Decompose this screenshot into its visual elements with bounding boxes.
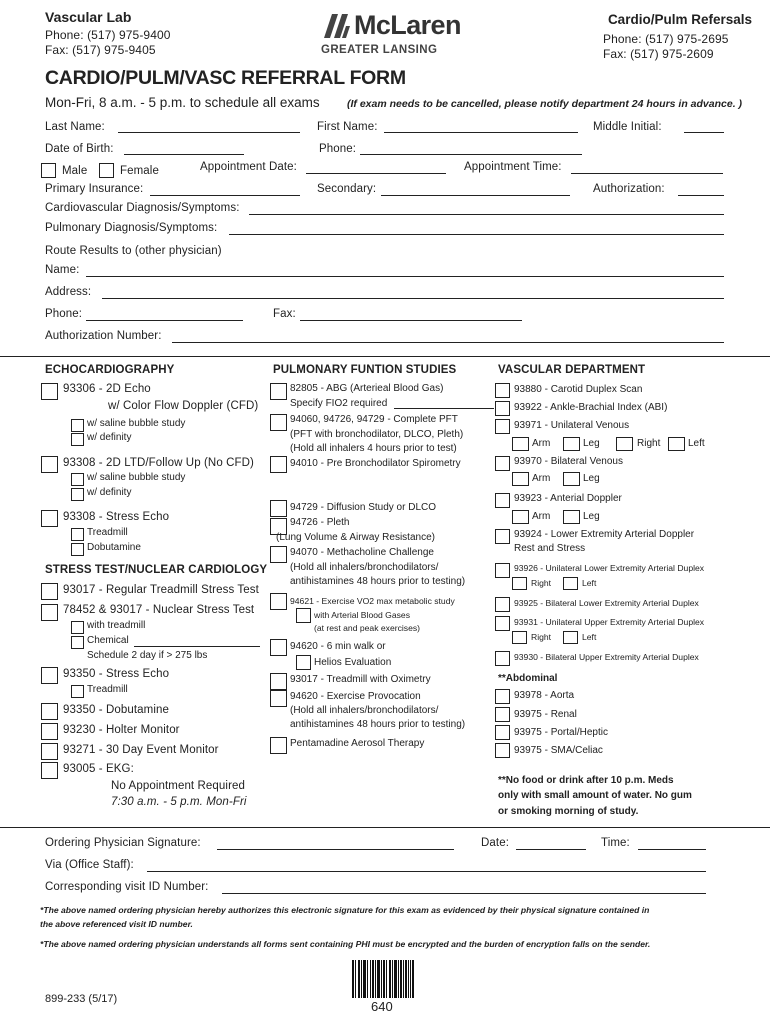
section-divider-top	[0, 356, 770, 357]
stress-heading: STRESS TEST/NUCLEAR CARDIOLOGY	[45, 564, 268, 576]
pulm-heading: PULMONARY FUNTION STUDIES	[273, 364, 457, 376]
abdominal-heading: **Abdominal	[498, 673, 558, 684]
pulm-vo2-abg-checkbox[interactable]	[296, 608, 311, 623]
dobutamine-checkbox[interactable]	[41, 703, 58, 720]
cardio-dx-label: Cardiovascular Diagnosis/Symptoms:	[45, 202, 240, 214]
nuclear-treadmill-checkbox[interactable]	[71, 621, 84, 634]
pulm-dlco-label: 94729 - Diffusion Study or DLCO	[290, 502, 437, 513]
vasc-carotid-label: 93880 - Carotid Duplex Scan	[514, 384, 643, 395]
secondary-field[interactable]	[381, 195, 570, 196]
pulm-provocation-checkbox[interactable]	[270, 690, 287, 707]
logo-subtitle: GREATER LANSING	[321, 44, 438, 56]
stress-echo-treadmill-checkbox[interactable]	[71, 685, 84, 698]
pulm-dx-label: Pulmonary Diagnosis/Symptoms:	[45, 222, 218, 234]
stress-echo-checkbox[interactable]	[41, 667, 58, 684]
vasc-bilat-upper-duplex-label: 93930 - Bilateral Upper Extremity Arterial Duplex	[514, 652, 699, 662]
first-name-label: First Name:	[317, 121, 378, 133]
unilat-lower-right-label: Right	[531, 578, 552, 588]
cardio-pulm-phone: Phone: (517) 975-2695	[603, 32, 729, 46]
pulm-pleth-label: 94726 - Pleth	[290, 517, 350, 528]
vasc-arterial-doppler-label: 93923 - Anterial Doppler	[514, 493, 622, 504]
vasc-bilat-lower-duplex-label: 93925 - Bilateral Lower Extremity Arterial Duplex	[514, 598, 699, 608]
unilat-lower-left-checkbox[interactable]	[563, 577, 578, 590]
schedule-hours: Mon-Fri, 8 a.m. - 5 p.m. to schedule all exams	[45, 95, 320, 110]
holter-checkbox[interactable]	[41, 723, 58, 740]
stress-nuclear-checkbox[interactable]	[41, 604, 58, 621]
holter-label: 93230 - Holter Monitor	[63, 724, 180, 736]
vasc-sma-label: 93975 - SMA/Celiac	[514, 745, 603, 756]
vascular-lab-title: Vascular Lab	[45, 9, 132, 25]
pulm-methacholine-hold: (Hold all inhalers/bronchodilators/	[290, 562, 439, 573]
unilat-venous-right-label: Right	[637, 438, 661, 449]
echo-stress-checkbox[interactable]	[41, 510, 58, 527]
nuclear-chemical-label: Chemical	[87, 635, 129, 646]
male-label: Male	[62, 165, 88, 177]
unilat-venous-leg-checkbox[interactable]	[563, 437, 580, 451]
vascular-lab-phone: Phone: (517) 975-9400	[45, 28, 171, 42]
route-name-field[interactable]	[86, 276, 724, 277]
pulm-complete-pft-label: 94060, 94726, 94729 - Complete PFT	[290, 414, 458, 425]
last-name-label: Last Name:	[45, 121, 105, 133]
vasc-unilateral-venous-label: 93971 - Unilateral Venous	[514, 420, 630, 431]
arterial-leg-checkbox[interactable]	[563, 510, 580, 524]
route-phone-label: Phone:	[45, 308, 83, 320]
echo-definity1-checkbox[interactable]	[71, 433, 84, 446]
event-monitor-label: 93271 - 30 Day Event Monitor	[63, 744, 219, 756]
vasc-carotid-checkbox[interactable]	[495, 383, 510, 398]
unilat-venous-left-label: Left	[688, 438, 705, 449]
route-phone-field[interactable]	[86, 320, 243, 321]
authorization-field[interactable]	[678, 195, 724, 196]
dob-label: Date of Birth:	[45, 143, 114, 155]
echo-saline2-checkbox[interactable]	[71, 473, 84, 486]
nuclear-treadmill-label: with treadmill	[87, 620, 146, 631]
pulm-abg-label: 82805 - ABG (Arterieal Blood Gas)	[290, 383, 444, 394]
vasc-unilat-lower-duplex-label: 93926 - Unilateral Lower Extremity Arterial Duplex	[514, 563, 705, 573]
female-label: Female	[120, 165, 159, 177]
arterial-arm-checkbox[interactable]	[512, 510, 529, 524]
vasc-heading: VASCULAR DEPARTMENT	[498, 364, 646, 376]
bilat-venous-leg-label: Leg	[583, 473, 600, 484]
mclaren-logo-icon	[322, 12, 352, 40]
signature-time-label: Time:	[601, 837, 630, 849]
unilat-upper-right-label: Right	[531, 632, 552, 642]
appointment-date-label: Appointment Date:	[200, 161, 297, 173]
pulm-provocation-hold: (Hold all inhalers/bronchodilators/	[290, 705, 439, 716]
male-checkbox[interactable]	[41, 163, 56, 178]
ekg-hours: 7:30 a.m. - 5 p.m. Mon-Fri	[111, 796, 247, 808]
unilat-venous-right-checkbox[interactable]	[616, 437, 633, 451]
fasting-note-3: or smoking morning of study.	[498, 806, 639, 817]
pulm-pentamadine-checkbox[interactable]	[270, 737, 287, 754]
event-monitor-checkbox[interactable]	[41, 743, 58, 760]
pulm-pleth-detail: (Lung Volume & Airway Resistance)	[276, 532, 435, 543]
pulm-treadmill-oximetry-checkbox[interactable]	[270, 673, 287, 690]
unilat-upper-right-checkbox[interactable]	[512, 631, 527, 644]
echo-saline1-checkbox[interactable]	[71, 419, 84, 432]
stress-echo-label: 93350 - Stress Echo	[63, 668, 170, 680]
vasc-bilateral-venous-label: 93970 - Bilateral Venous	[514, 456, 623, 467]
pulm-complete-pft-detail: (PFT with bronchodilator, DLCO, Pleth)	[290, 429, 464, 440]
barcode-icon	[352, 960, 414, 998]
pulm-dx-field[interactable]	[229, 234, 724, 235]
stress-nuclear-label: 78452 & 93017 - Nuclear Stress Test	[63, 604, 255, 616]
pulm-vo2-label: 94621 - Exercise VO2 max metabolic study	[290, 596, 455, 606]
chemical-field[interactable]	[134, 646, 260, 647]
echo-93308-checkbox[interactable]	[41, 456, 58, 473]
via-office-staff-label: Via (Office Staff):	[45, 859, 134, 871]
bilat-venous-leg-checkbox[interactable]	[563, 472, 580, 486]
vasc-unilateral-venous-checkbox[interactable]	[495, 419, 510, 434]
unilat-lower-left-label: Left	[582, 578, 597, 588]
last-name-field[interactable]	[118, 132, 300, 133]
cardio-pulm-fax: Fax: (517) 975-2609	[603, 47, 714, 61]
barcode-number: 640	[371, 999, 393, 1014]
ekg-checkbox[interactable]	[41, 762, 58, 779]
pulm-complete-pft-checkbox[interactable]	[270, 414, 287, 431]
signature-date-field[interactable]	[516, 849, 586, 850]
vasc-unilat-upper-duplex-label: 93931 - Unilateral Upper Extremity Arterial Duplex	[514, 617, 705, 627]
vascular-lab-fax: Fax: (517) 975-9405	[45, 43, 156, 57]
route-results-heading: Route Results to (other physician)	[45, 245, 222, 257]
ekg-label: 93005 - EKG:	[63, 763, 134, 775]
vasc-portal-checkbox[interactable]	[495, 725, 510, 740]
form-title: CARDIO/PULM/VASC REFERRAL FORM	[45, 67, 406, 89]
section-divider-bottom	[0, 827, 770, 828]
echo-definity1-label: w/ definity	[87, 432, 132, 443]
female-checkbox[interactable]	[99, 163, 114, 178]
signature-date-label: Date:	[481, 837, 509, 849]
first-name-field[interactable]	[384, 132, 578, 133]
pulm-complete-pft-hold: (Hold all inhalers 4 hours prior to test)	[290, 443, 457, 454]
echo-saline1-label: w/ saline bubble study	[87, 418, 186, 429]
route-fax-field[interactable]	[300, 320, 522, 321]
middle-initial-field[interactable]	[684, 132, 724, 133]
authorization-label: Authorization:	[593, 183, 665, 195]
vasc-abi-checkbox[interactable]	[495, 401, 510, 416]
route-address-field[interactable]	[102, 298, 724, 299]
pulm-provocation-label: 94620 - Exercise Provocation	[290, 691, 421, 702]
dobutamine-label: 93350 - Dobutamine	[63, 704, 170, 716]
vasc-lower-doppler-checkbox[interactable]	[495, 529, 510, 544]
vasc-abi-label: 93922 - Ankle-Brachial Index (ABI)	[514, 402, 668, 413]
pulm-vo2-rest-label: (at rest and peak exercises)	[314, 623, 421, 633]
pulm-fio2-label: Specify FIO2 required	[290, 398, 388, 409]
route-fax-label: Fax:	[273, 308, 296, 320]
primary-insurance-field[interactable]	[150, 195, 300, 196]
disclaimer-1: *The above named ordering physician hereby authorizes this electronic signature for this exam as evidenced by their physical signature contained in	[40, 905, 650, 915]
fasting-note-1: **No food or drink after 10 p.m. Meds	[498, 775, 674, 786]
pulm-treadmill-oximetry-label: 93017 - Treadmill with Oximetry	[290, 674, 431, 685]
pulm-helios-checkbox[interactable]	[296, 655, 311, 670]
route-address-label: Address:	[45, 286, 92, 298]
pulm-spirometry-label: 94010 - Pre Bronchodilator Spirometry	[290, 458, 461, 469]
vasc-unilat-lower-duplex-checkbox[interactable]	[495, 563, 510, 578]
vasc-portal-label: 93975 - Portal/Heptic	[514, 727, 608, 738]
vasc-sma-checkbox[interactable]	[495, 743, 510, 758]
pulm-abg-checkbox[interactable]	[270, 383, 287, 400]
bilat-venous-arm-checkbox[interactable]	[512, 472, 529, 486]
pulm-methacholine-hold2: antihistamines 48 hours prior to testing)	[290, 576, 466, 587]
pulm-dlco-checkbox[interactable]	[270, 500, 287, 517]
ordering-physician-label: Ordering Physician Signature:	[45, 837, 201, 849]
pulm-provocation-hold2: antihistamines 48 hours prior to testing)	[290, 719, 466, 730]
unilat-venous-left-checkbox[interactable]	[668, 437, 685, 451]
vasc-bilat-upper-duplex-checkbox[interactable]	[495, 651, 510, 666]
echo-definity2-label: w/ definity	[87, 487, 132, 498]
disclaimer-1b: the above referenced visit ID number.	[40, 919, 193, 929]
vasc-aorta-checkbox[interactable]	[495, 689, 510, 704]
fio2-field[interactable]	[394, 408, 494, 409]
pulm-pentamadine-label: Pentamadine Aerosol Therapy	[290, 738, 425, 749]
bilat-venous-arm-label: Arm	[532, 473, 551, 484]
visit-id-label: Corresponding visit ID Number:	[45, 881, 209, 893]
unilat-upper-left-checkbox[interactable]	[563, 631, 578, 644]
echo-cfd-label: w/ Color Flow Doppler (CFD)	[108, 400, 259, 412]
stress-93017-checkbox[interactable]	[41, 583, 58, 600]
echo-heading: ECHOCARDIOGRAPHY	[45, 364, 175, 376]
pulm-vo2-checkbox[interactable]	[270, 593, 287, 610]
arterial-leg-label: Leg	[583, 511, 600, 522]
fasting-note-2: only with small amount of water. No gum	[498, 790, 692, 801]
vasc-bilat-lower-duplex-checkbox[interactable]	[495, 597, 510, 612]
pulm-methacholine-label: 94070 - Methacholine Challenge	[290, 547, 434, 558]
disclaimer-2: *The above named ordering physician understands all forms sent containing PHI must be encrypted and the burden of encryption falls on the sender.	[40, 939, 651, 949]
signature-time-field[interactable]	[638, 849, 706, 850]
stress-93017-label: 93017 - Regular Treadmill Stress Test	[63, 584, 259, 596]
pulm-methacholine-checkbox[interactable]	[270, 546, 287, 563]
dob-field[interactable]	[124, 154, 244, 155]
cancellation-note: (If exam needs to be cancelled, please notify department 24 hours in advance. )	[347, 98, 743, 110]
pulm-6min-checkbox[interactable]	[270, 639, 287, 656]
vasc-renal-label: 93975 - Renal	[514, 709, 577, 720]
pulm-spirometry-checkbox[interactable]	[270, 456, 287, 473]
form-number: 899-233 (5/17)	[45, 993, 118, 1005]
vasc-lower-doppler-sub: Rest and Stress	[514, 543, 586, 554]
unilat-venous-arm-checkbox[interactable]	[512, 437, 529, 451]
vasc-renal-checkbox[interactable]	[495, 707, 510, 722]
pulm-vo2-abg-label: with Arterial Blood Gases	[314, 610, 411, 620]
appointment-date-field[interactable]	[306, 173, 446, 174]
vasc-lower-doppler-label: 93924 - Lower Extremity Arterial Doppler	[514, 529, 695, 540]
vasc-bilateral-venous-checkbox[interactable]	[495, 456, 510, 471]
echo-93306-checkbox[interactable]	[41, 383, 58, 400]
schedule-2day-note: Schedule 2 day if > 275 lbs	[87, 650, 208, 661]
authorization-number-label: Authorization Number:	[45, 330, 162, 342]
vasc-aorta-label: 93978 - Aorta	[514, 690, 575, 701]
echo-dobutamine-checkbox[interactable]	[71, 543, 84, 556]
echo-treadmill-label: Treadmill	[87, 527, 128, 538]
route-name-label: Name:	[45, 264, 80, 276]
ekg-no-appt: No Appointment Required	[111, 780, 245, 792]
nuclear-chemical-checkbox[interactable]	[71, 636, 84, 649]
echo-dobutamine-label: Dobutamine	[87, 542, 141, 553]
arterial-arm-label: Arm	[532, 511, 551, 522]
echo-stress-label: 93308 - Stress Echo	[63, 511, 170, 523]
echo-93306-label: 93306 - 2D Echo	[63, 383, 151, 395]
stress-echo-treadmill-label: Treadmill	[87, 684, 128, 695]
echo-93308-label: 93308 - 2D LTD/Follow Up (No CFD)	[63, 457, 254, 469]
unilat-venous-leg-label: Leg	[583, 438, 600, 449]
phone-field[interactable]	[360, 154, 582, 155]
echo-treadmill-checkbox[interactable]	[71, 528, 84, 541]
vasc-arterial-doppler-checkbox[interactable]	[495, 493, 510, 508]
logo-name: McLaren	[354, 10, 461, 40]
vasc-unilat-upper-duplex-checkbox[interactable]	[495, 616, 510, 631]
unilat-lower-right-checkbox[interactable]	[512, 577, 527, 590]
appointment-time-field[interactable]	[571, 173, 723, 174]
phone-label: Phone:	[319, 143, 357, 155]
via-office-staff-field[interactable]	[147, 871, 706, 872]
cardio-pulm-title: Cardio/Pulm Refersals	[607, 12, 752, 27]
pulm-helios-label: Helios Evaluation	[314, 657, 392, 668]
echo-definity2-checkbox[interactable]	[71, 488, 84, 501]
unilat-upper-left-label: Left	[582, 632, 597, 642]
ordering-physician-field[interactable]	[217, 849, 454, 850]
unilat-venous-arm-label: Arm	[532, 438, 551, 449]
primary-insurance-label: Primary Insurance:	[45, 183, 144, 195]
cardio-dx-field[interactable]	[249, 214, 724, 215]
pulm-6min-label: 94620 - 6 min walk or	[290, 641, 386, 652]
visit-id-field[interactable]	[222, 893, 706, 894]
middle-initial-label: Middle Initial:	[593, 121, 662, 133]
secondary-label: Secondary:	[317, 183, 377, 195]
authorization-number-field[interactable]	[172, 342, 724, 343]
echo-saline2-label: w/ saline bubble study	[87, 472, 186, 483]
appointment-time-label: Appointment Time:	[464, 161, 562, 173]
